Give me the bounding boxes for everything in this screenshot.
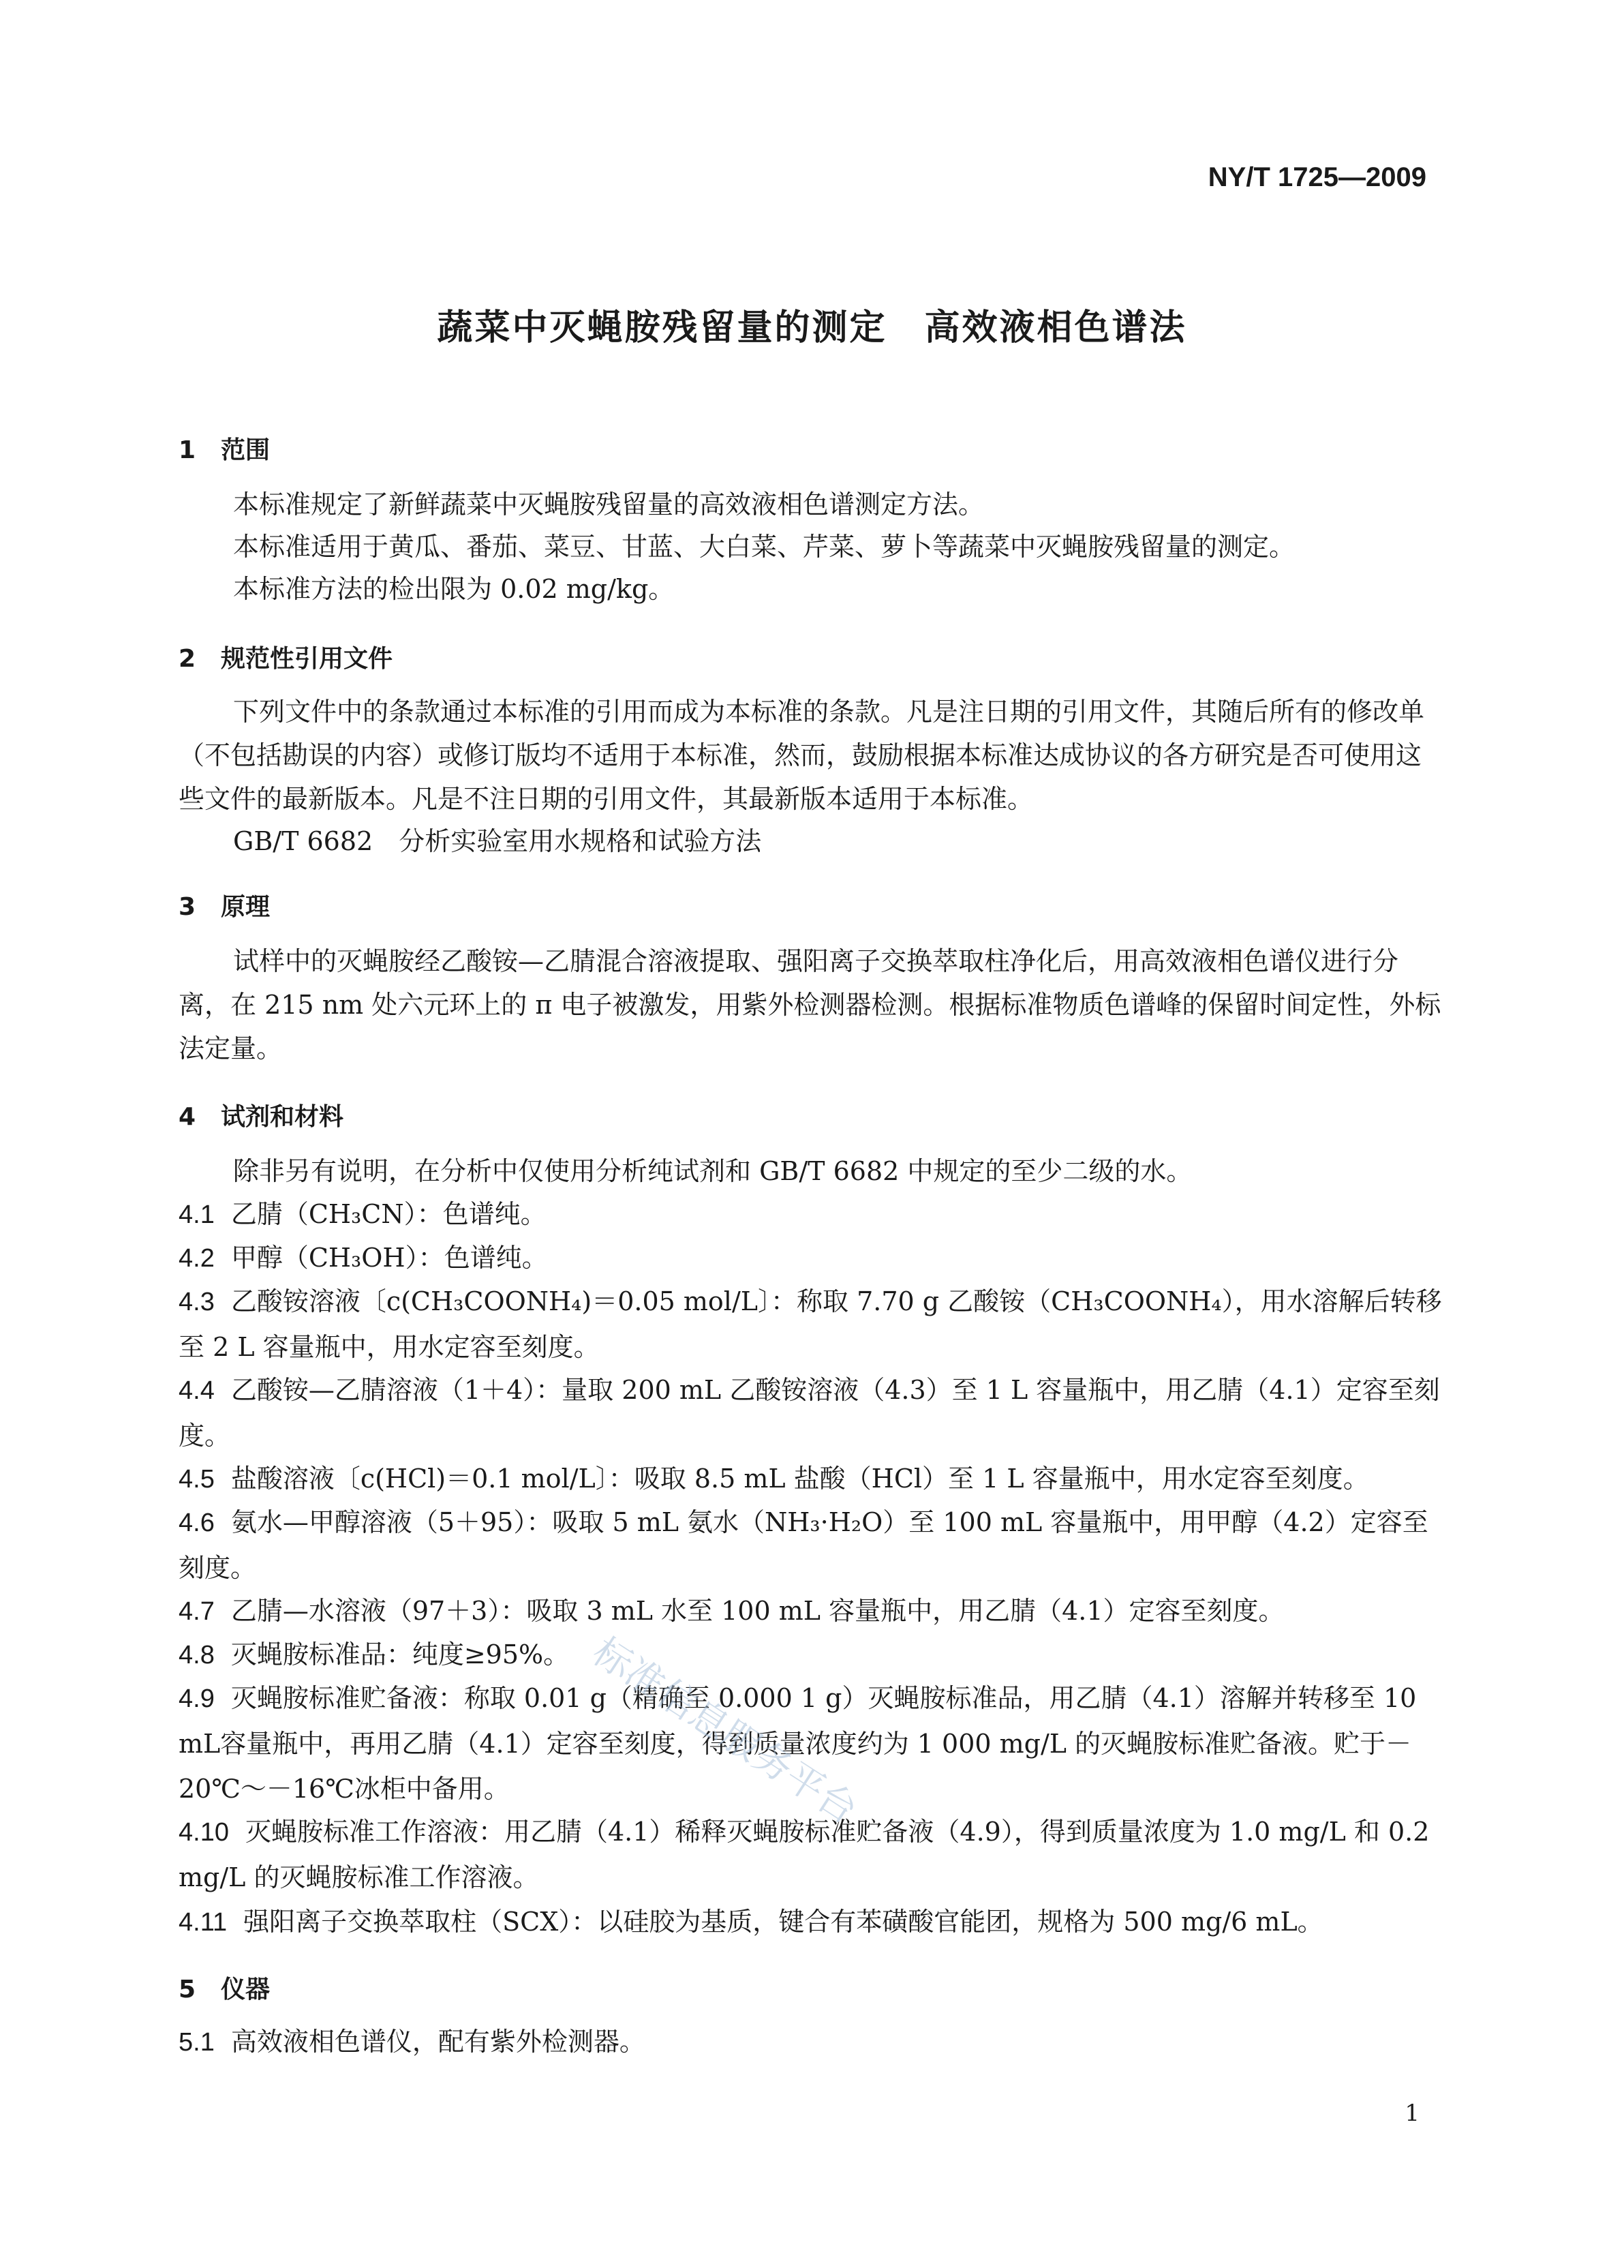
section-title: 规范性引用文件: [221, 645, 393, 673]
section-number: 5: [179, 1976, 196, 2004]
section-number: 3: [179, 893, 196, 921]
paragraph: 除非另有说明，在分析中仅使用分析纯试剂和 GB/T 6682 中规定的至少二级的水。: [233, 1156, 1193, 1186]
watermark: 标准信息服务平台: [585, 1629, 865, 1833]
section-number: 2: [179, 645, 196, 673]
clause-number: 4.1: [179, 1200, 215, 1229]
clause-number: 4.6: [179, 1509, 215, 1537]
clause-number: 4.7: [179, 1597, 215, 1626]
standard-code: NY/T 1725—2009: [1208, 162, 1426, 192]
section-heading: [179, 431, 270, 466]
page-number: 1: [1405, 2100, 1420, 2127]
section-title: 范围: [221, 436, 271, 464]
section-title: 试剂和材料: [221, 1103, 344, 1131]
paragraph: 本标准适用于黄瓜、番茄、菜豆、甘蓝、大白菜、芹菜、萝卜等蔬菜中灭蝇胺残留量的测定。: [233, 532, 1296, 562]
clause-number: 4.9: [179, 1684, 215, 1713]
clause: [179, 2019, 1446, 2065]
paragraph: 下列文件中的条款通过本标准的引用而成为本标准的条款。凡是注日期的引用文件，其随后所有的修改单（不包括勘误的内容）或修订版均不适用于本标准，然而，鼓励根据本标准达成协议的各方研究是否可使用这些文件的最新版本。凡是不注日期的引用文件，其最新版本适用于本标准。: [179, 697, 1425, 814]
clause-text: 乙腈—水溶液（97＋3）：吸取 3 mL 水至 100 mL 容量瓶中，用乙腈（4.1）定容至刻度。: [230, 1596, 1285, 1626]
clause: [179, 1456, 1446, 1502]
clause-text: 盐酸溶液〔c(HCl)＝0.1 mol/L〕：吸取 8.5 mL 盐酸（HCl）至 1 L 容量瓶中，用水定容至刻度。: [230, 1464, 1369, 1494]
clause-text: 乙酸铵溶液〔c(CH₃COONH₄)＝0.05 mol/L〕：称取 7.70 g 乙酸铵（CH₃COONH₄），用水溶解后转移至 2 L 容量瓶中，用水定容至刻度。: [179, 1286, 1442, 1362]
clause-text: 氨水—甲醇溶液（5＋95）：吸取 5 mL 氨水（NH₃·H₂O）至 100 mL 容量瓶中，用甲醇（4.2）定容至刻度。: [179, 1507, 1428, 1583]
section-heading: [179, 639, 393, 674]
paragraph: 本标准方法的检出限为 0.02 mg/kg。: [233, 574, 675, 604]
clause-text: 高效液相色谱仪，配有紫外检测器。: [230, 2027, 645, 2057]
clause-number: 4.10: [179, 1818, 229, 1847]
clause-text: 强阳离子交换萃取柱（SCX）：以硅胶为基质，键合有苯磺酸官能团，规格为 500 mg/6 mL。: [243, 1907, 1323, 1937]
section-number: 4: [179, 1103, 196, 1131]
clause-text: 灭蝇胺标准贮备液：称取 0.01 g（精确至 0.000 1 g）灭蝇胺标准品，用乙腈（4.1）溶解并转移至 10 mL容量瓶中，再用乙腈（4.1）定容至刻度，得到质量浓度约为 1 000 mg/L 的灭蝇胺标准贮备液。贮于－20℃～－16℃冰柜中备用。: [179, 1683, 1417, 1804]
clause-text: 乙腈（CH₃CN）：色谱纯。: [230, 1199, 547, 1229]
clause-text: 灭蝇胺标准工作溶液：用乙腈（4.1）稀释灭蝇胺标准贮备液（4.9），得到质量浓度为 1.0 mg/L 和 0.2 mg/L 的灭蝇胺标准工作溶液。: [179, 1817, 1430, 1892]
clause-number: 4.8: [179, 1641, 215, 1669]
clause: [179, 1235, 1446, 1281]
section-heading: [179, 1970, 270, 2005]
clause-number: 4.4: [179, 1376, 215, 1405]
section-number: 1: [179, 436, 196, 464]
clause: [179, 1588, 1446, 1634]
clause: [179, 1192, 1446, 1237]
clause-text: 乙酸铵—乙腈溶液（1＋4）：量取 200 mL 乙酸铵溶液（4.3）至 1 L 容量瓶中，用乙腈（4.1）定容至刻度。: [179, 1375, 1440, 1451]
clause-number: 4.2: [179, 1244, 215, 1273]
clause-number: 4.3: [179, 1288, 215, 1316]
paragraph: 试样中的灭蝇胺经乙酸铵—乙腈混合溶液提取、强阳离子交换萃取柱净化后，用高效液相色谱仪进行分离，在 215 nm 处六元环上的 π 电子被激发，用紫外检测器检测。根据标准物质色谱峰的保留时间定性，外标法定量。: [179, 946, 1441, 1063]
document-title: 蔬菜中灭蝇胺残留量的测定 高效液相色谱法: [437, 307, 1187, 348]
clause-number: 5.1: [179, 2028, 215, 2057]
clause: [179, 1279, 1446, 1370]
section-heading: [179, 888, 270, 922]
clause: [179, 1500, 1446, 1590]
section-title: 仪器: [221, 1976, 271, 2004]
clause-number: 4.5: [179, 1465, 215, 1494]
paragraph: 本标准规定了新鲜蔬菜中灭蝇胺残留量的高效液相色谱测定方法。: [233, 489, 985, 519]
clause-text: 甲醇（CH₃OH）：色谱纯。: [230, 1243, 548, 1273]
clause: [179, 1809, 1446, 1900]
section-heading: [179, 1098, 343, 1132]
clause-text: 灭蝇胺标准品：纯度≥95%。: [230, 1639, 570, 1669]
clause: [179, 1899, 1446, 1945]
clause-number: 4.11: [179, 1908, 228, 1937]
section-title: 原理: [221, 893, 271, 921]
clause: [179, 1632, 1446, 1678]
clause: [179, 1367, 1446, 1458]
normative-reference: GB/T 6682 分析实验室用水规格和试验方法: [233, 826, 762, 856]
